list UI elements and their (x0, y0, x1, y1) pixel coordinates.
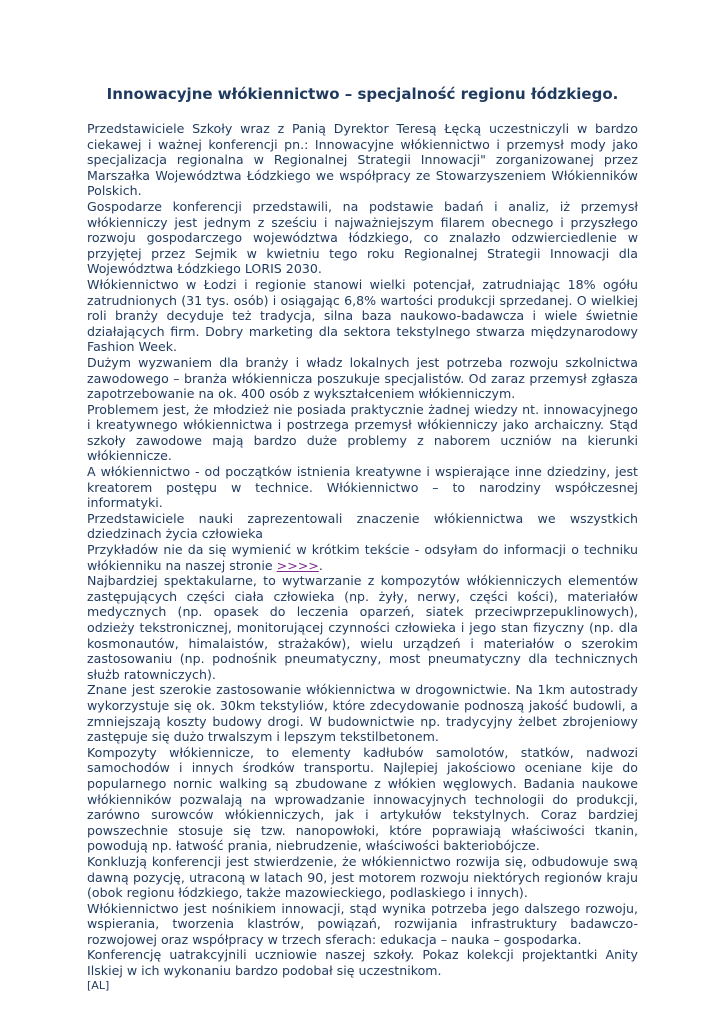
paragraph-end: . (318, 557, 323, 573)
paragraph: Włókiennictwo w Łodzi i regionie stanowi wielki potencjał, zatrudniając 18% ogółu zatrudnionych (31 tys. osób) i osiągając 6,8% wartości produkcji sprzedanej. O wielkiej roli branży decyduje też tradycja, silna baza naukowo-badawcza i wiele świetnie działających firm. Dobry marketing dla sektora tekstylnego stwarza międzynarodowy Fashion Week. (87, 276, 638, 355)
article-title: Innowacyjne włókiennictwo – specjalność regionu łódzkiego. (106, 85, 619, 103)
paragraph: A włókiennictwo - od początków istnienia kreatywne i wspierające inne dziedziny, jest kreatorem postępu w technice. Włókiennictwo – to narodziny współczesnej informatyki. (87, 464, 638, 511)
paragraph-with-link (87, 542, 638, 573)
paragraph: Gospodarze konferencji przedstawili, na podstawie badań i analiz, iż przemysł włókienniczy jest jednym z sześciu i najważniejszym filarem obecnego i przyszłego rozwoju gospodarczego województwa łódzkiego, co znalazło odzwierciedlenie w przyjętej przez Sejmik w kwietniu tego roku Regionalnej Strategii Innowacji dla Województwa Łódzkiego LORIS 2030. (87, 198, 638, 277)
paragraph: Znane jest szerokie zastosowanie włókiennictwa w drogownictwie. Na 1km autostrady wykorzystuje się ok. 30km tekstyliów, które zdecydowanie podnoszą jakość budowli, a zmniejszają koszty budowy drogi. W budownictwie np. tradycyjny żelbet zbrojeniowy zastępuje się dużo trwalszym i lepszym tekstilbetonem. (87, 682, 638, 745)
paragraph-text: Przykładów nie da się wymienić w krótkim tekście - odsyłam do informacji o techniku włókienniku na naszej stronie (87, 542, 638, 573)
paragraph: Najbardziej spektakularne, to wytwarzanie z kompozytów włókienniczych elementów zastępujących części ciała człowieka (np. żyły, nerwy, części kości), materiałów medycznych (np. opasek do leczenia oparzeń, siatek przeciwprzepuklinowych), odzieży tekstronicznej, monitorującej czynności człowieka i jego stan fizyczny (np. dla kosmonautów, himalaistów, strażaków), wielu urządzeń i materiałów o szerokim zastosowaniu (np. podnośnik pneumatyczny, most pneumatyczny dla technicznych służb ratowniczych). (87, 573, 638, 682)
more-info-link[interactable]: >>>> (276, 557, 319, 573)
paragraph: Przedstawiciele Szkoły wraz z Panią Dyrektor Teresą Łęcką uczestniczyli w bardzo ciekawej i ważnej konferencji pn.: Innowacyjne włókiennictwo i przemysł mody jako specjalizacja regionalna w Regionalnej Strategii Innowacji" zorganizowanej przez Marszałka Województwa Łódzkiego we współpracy ze Stowarzyszeniem Włókienników Polskich. (87, 121, 638, 199)
paragraph: Włókiennictwo jest nośnikiem innowacji, stąd wynika potrzeba jego dalszego rozwoju, wspierania, tworzenia klastrów, powiązań, rozwijania infrastruktury badawczo-rozwojowej oraz współpracy w trzech sferach: edukacja – nauka – gospodarka. (87, 900, 638, 947)
paragraph: Kompozyty włókiennicze, to elementy kadłubów samolotów, statków, nadwozi samochodów i innych środków transportu. Najlepiej jakościowo oceniane kije do popularnego nornic walking są zbudowane z włókien węglowych. Badania naukowe włókienników pozwalają na wprowadzanie innowacyjnych technologii do produkcji, zarówno surowców włókienniczych, jak i artykułów tekstylnych. Coraz bardziej powszechnie stosuje się tzw. nanopowłoki, które poprawiają właściwości tkanin, powodują np. łatwość prania, niebrudzenie, właściwości bakteriobójcze. (87, 744, 638, 854)
author-signature: [AL] (87, 978, 110, 992)
paragraph: Przedstawiciele nauki zaprezentowali znaczenie włókiennictwa we wszystkich dziedzinach życia człowieka (87, 510, 638, 542)
paragraph: Problemem jest, że młodzież nie posiada praktycznie żadnej wiedzy nt. innowacyjnego i kreatywnego włókiennictwa i postrzega przemysł włókienniczy jako archaiczny. Stąd szkoły zawodowe mają bardzo duże problemy z naborem uczniów na kierunki włókiennicze. (87, 401, 638, 464)
article (87, 84, 638, 993)
paragraph: Dużym wyzwaniem dla branży i władz lokalnych jest potrzeba rozwoju szkolnictwa zawodowego – branża włókiennicza poszukuje specjalistów. Od zaraz przemysł zgłasza zapotrzebowanie na ok. 400 osób z wykształceniem włókienniczym. (87, 354, 638, 402)
paragraph: Konkluzją konferencji jest stwierdzenie, że włókiennictwo rozwija się, odbudowuje swą dawną pozycję, utraconą w latach 90, jest motorem rozwoju niektórych regionów kraju (obok regionu łódzkiego, także mazowieckiego, podlaskiego i innych). (87, 853, 638, 901)
paragraph: Konferencję uatrakcyjnili uczniowie naszej szkoły. Pokaz kolekcji projektantki Anity Ilskiej w ich wykonaniu bardzo podobał się uczestnikom. (87, 947, 638, 979)
